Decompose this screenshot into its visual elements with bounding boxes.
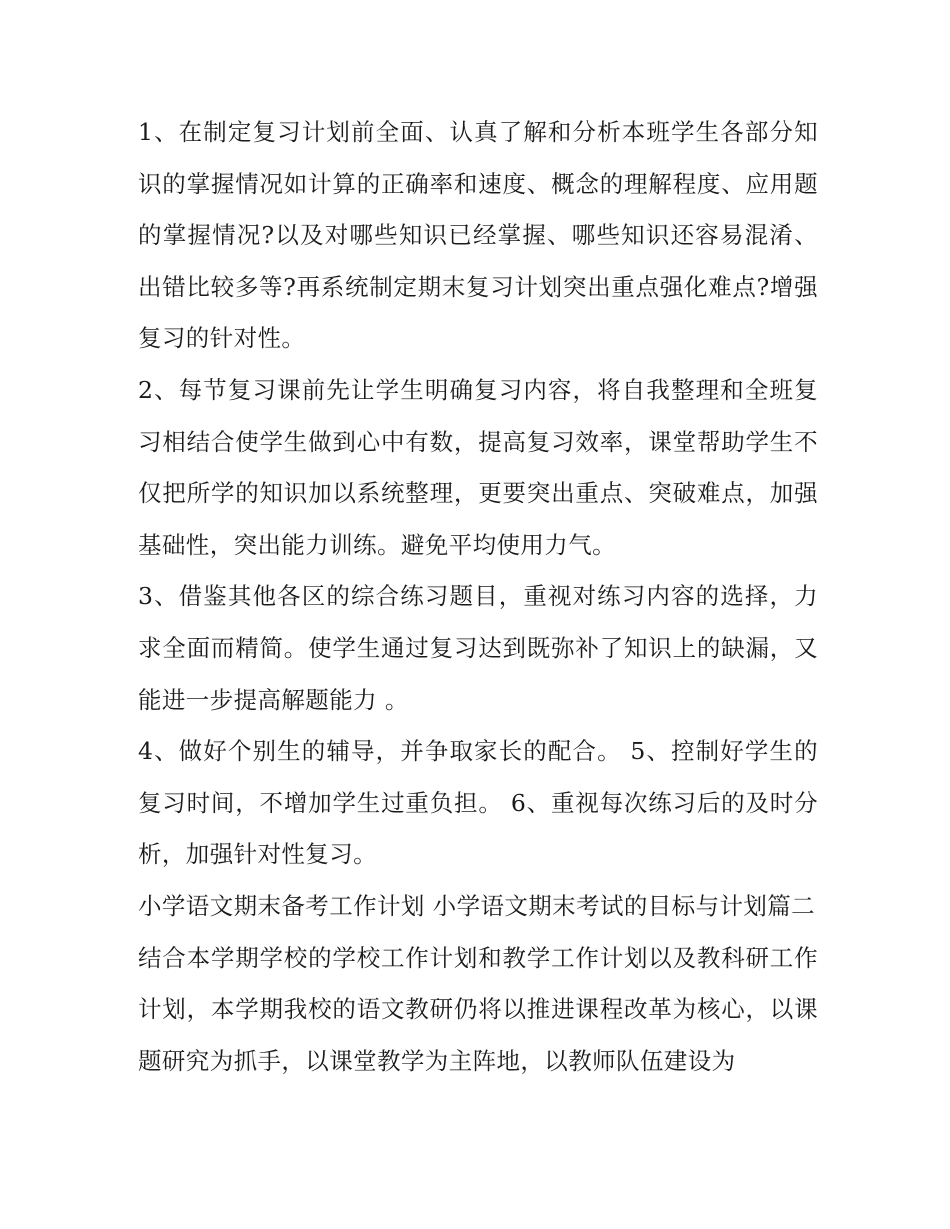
- section-heading: 小学语文期末备考工作计划 小学语文期末考试的目标与计划篇二: [138, 891, 816, 920]
- document-body: [138, 107, 818, 1087]
- paragraph-exercises: 3、借鉴其他各区的综合练习题目，重视对练习内容的选择，力求全面而精简。使学生通过复习达到既弥补了知识上的缺漏，又能进一步提高解题能力 。: [138, 582, 818, 714]
- paragraph-tutoring: 4、做好个别生的辅导，并争取家长的配合。 5、控制好学生的复习时间，不增加学生过重负担。 6、重视每次练习后的及时分析，加强针对性复习。: [138, 737, 818, 869]
- paragraph-review-class: 2、每节复习课前先让学生明确复习内容，将自我整理和全班复习相结合使学生做到心中有数，提高复习效率，课堂帮助学生不仅把所学的知识加以系统整理，更要突出重点、突破难点，加强基础性，突出能力训练。避免平均使用力气。: [138, 375, 818, 559]
- paragraph-review-plan: 1、在制定复习计划前全面、认真了解和分析本班学生各部分知识的掌握情况如计算的正确率和速度、概念的理解程度、应用题的掌握情况?以及对哪些知识已经掌握、哪些知识还容易混淆、出错比较多等?再系统制定期末复习计划突出重点强化难点?增强复习的针对性。: [138, 118, 818, 353]
- paragraph-semester-plan: 结合本学期学校的学校工作计划和教学工作计划以及教科研工作计划，本学期我校的语文教研仍将以推进课程改革为核心，以课题研究为抓手，以课堂教学为主阵地，以教师队伍建设为: [138, 943, 818, 1075]
